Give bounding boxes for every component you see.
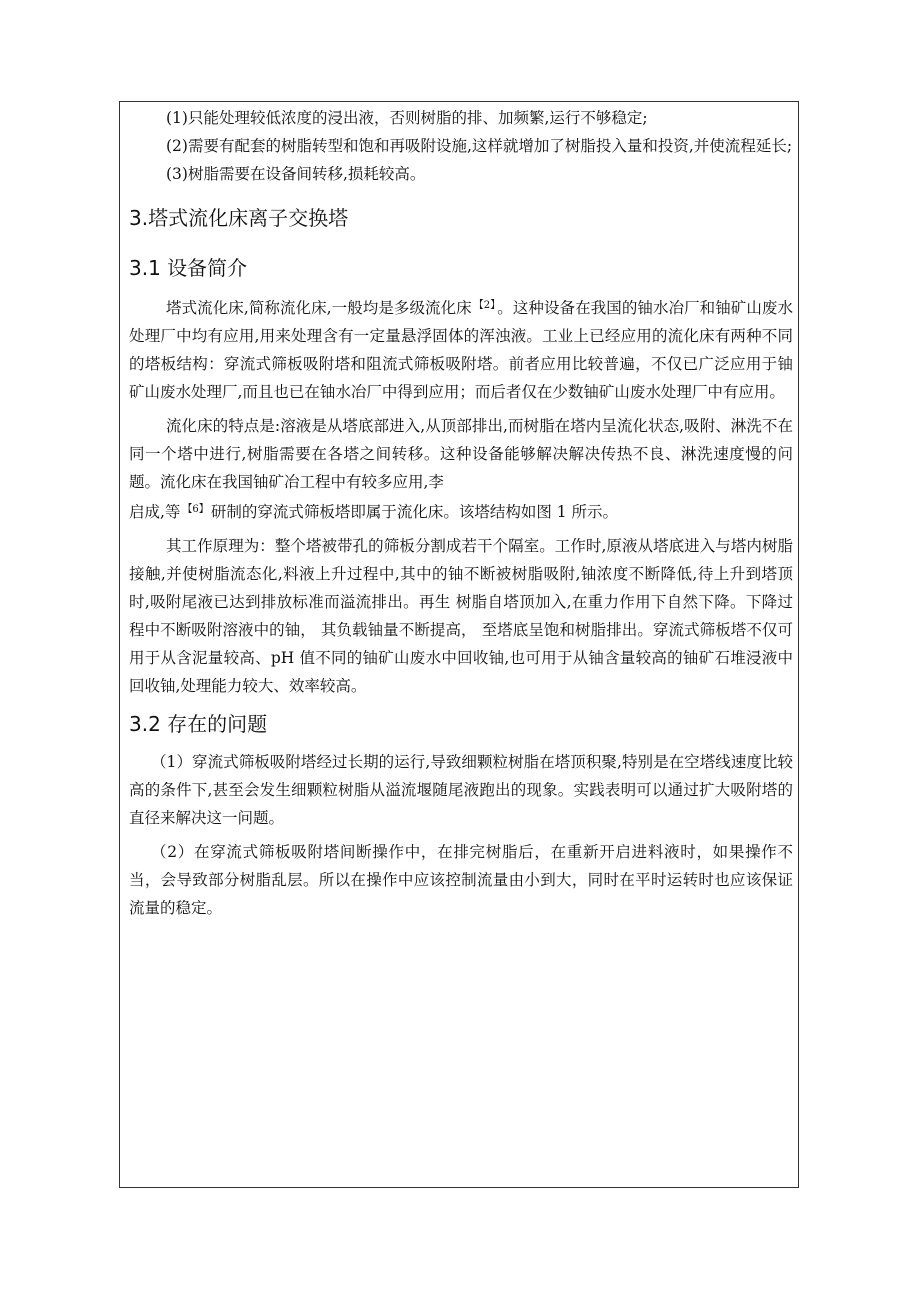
subsection-heading: 3.1 设备简介	[129, 256, 248, 280]
list-item: (1)只能处理较低浓度的浸出液，否则树脂的排、加频繁,运行不够稳定;	[166, 109, 648, 127]
list-item: (2)需要有配套的树脂转型和饱和再吸附设施,这样就增加了树脂投入量和投资,并使流程延长;	[166, 137, 793, 155]
paragraph-text: 研制的穿流式筛板塔即属于流化床。该塔结构如图 1 所示。	[210, 503, 619, 521]
section-heading: 3.塔式流化床离子交换塔	[129, 206, 349, 230]
paragraph-text: 流化床的特点是:溶液是从塔底部进入,从顶部排出,而树脂在塔内呈流化状态,吸附、淋洗不在同一个塔中进行,树脂需要在各塔之间转移。这种设备能够解决解决传热不良、淋洗速度慢的问题。流化床在我国铀矿冶工程中有较多应用,李	[129, 417, 793, 491]
document-body	[129, 104, 793, 922]
paragraph-text: 塔式流化床,简称流化床,一般均是多级流化床	[166, 299, 472, 317]
citation: 【2】	[473, 300, 496, 311]
paragraph: （2）在穿流式筛板吸附塔间断操作中，在排完树脂后，在重新开启进料液时，如果操作不当，会导致部分树脂乱层。所以在操作中应该控制流量由小到大，同时在平时运转时也应该保证流量的稳定。	[129, 843, 793, 917]
subsection-heading: 3.2 存在的问题	[129, 712, 268, 736]
citation: 【6】	[182, 504, 209, 515]
list-item: (3)树脂需要在设备间转移,损耗较高。	[166, 165, 426, 183]
paragraph: （1）穿流式筛板吸附塔经过长期的运行,导致细颗粒树脂在塔顶积聚,特别是在空塔线速度比较高的条件下,甚至会发生细颗粒树脂从溢流堰随尾液跑出的现象。实践表明可以通过扩大吸附塔的直径来解决这一问题。	[129, 753, 793, 827]
paragraph	[129, 412, 793, 526]
paragraph	[129, 292, 793, 406]
paragraph-text: 启成,等	[129, 503, 181, 521]
paragraph-text: 。这种设备在我国的铀水冶厂和铀矿山废水处理厂中均有应用,用来处理含有一定量悬浮固体的浑浊液。工业上已经应用的流化床有两种不同的塔板结构：穿流式筛板吸附塔和阻流式筛板吸附塔。前者应用比较普遍，不仅已广泛应用于铀矿山废水处理厂,而且也已在铀水冶厂中得到应用；而后者仅在少数铀矿山废水处理厂中有应用。	[129, 299, 793, 401]
paragraph: 其工作原理为：整个塔被带孔的筛板分割成若干个隔室。工作时,原液从塔底进入与塔内树脂接触,并使树脂流态化,料液上升过程中,其中的铀不断被树脂吸附,铀浓度不断降低,待上升到塔顶时,吸附尾液已达到排放标准而溢流排出。再生 树脂自塔顶加入,在重力作用下自然下降。下降过程中不断吸附溶液中的铀， 其负载铀量不断提高， 至塔底呈饱和树脂排出。穿流式筛板塔不仅可用于从含泥量较高、pH 值不同的铀矿山废水中回收铀,也可用于从铀含量较高的铀矿石堆浸液中回收铀,处理能力较大、效率较高。	[129, 537, 793, 695]
